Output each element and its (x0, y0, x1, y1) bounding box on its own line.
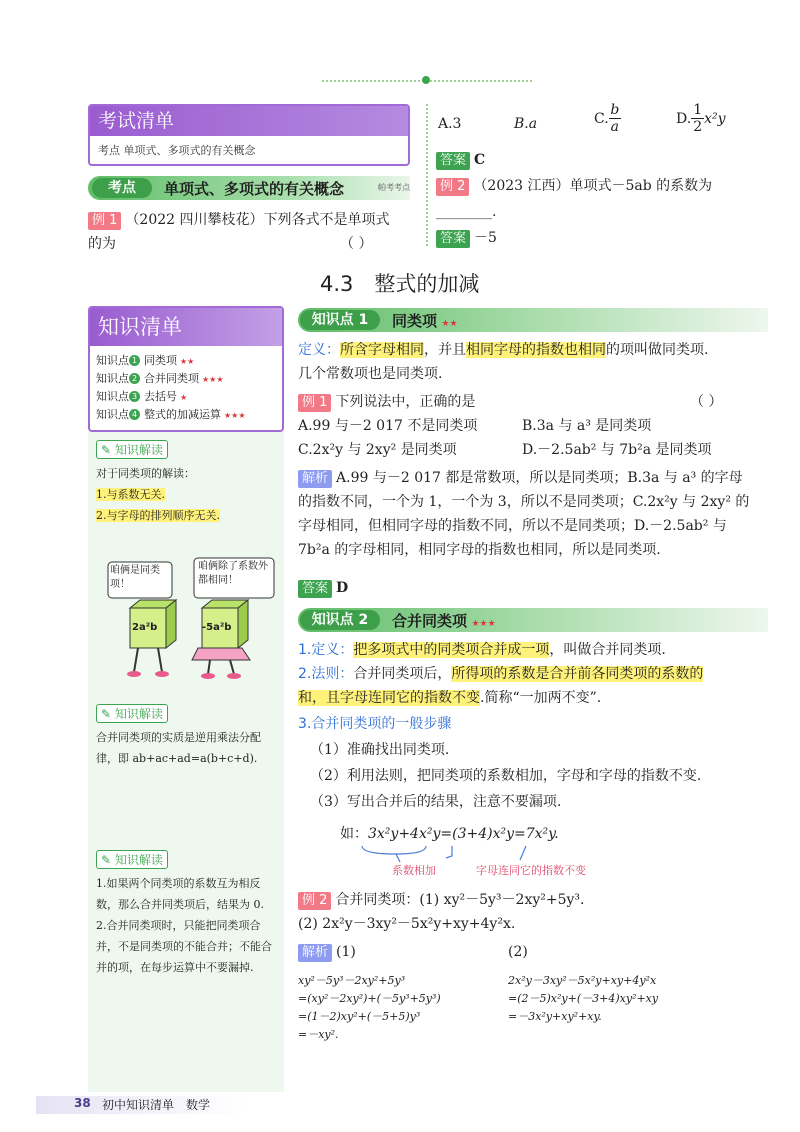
note-item (96, 484, 276, 505)
analysis-tag: 解析 (298, 944, 332, 962)
page-number: 38 (74, 1096, 91, 1110)
side-note-3 (96, 850, 276, 978)
example-text: （2022 四川攀枝花）下列各式不是单项式 (125, 212, 390, 228)
kp1-analysis (298, 466, 770, 562)
annotation-left: 系数相加 (392, 864, 436, 877)
footer-title: 初中知识清单 数学 (102, 1098, 211, 1112)
top-ornament-dot (422, 76, 430, 84)
example-text: 下列说法中，正确的是 (335, 394, 476, 410)
definition-highlight: 把多项式中的同类项合并成一项 (353, 642, 550, 658)
knowledge-list-box (88, 306, 284, 432)
knowledge-item-label: 同类项 (144, 354, 177, 367)
knowledge-list-item (96, 406, 282, 424)
top-answer-1 (436, 148, 485, 172)
kp2-definition (298, 638, 768, 662)
kp2-example-line2: (2) 2x²y－3xy²－5x²y+xy+4y²x. (298, 916, 516, 932)
example-text: （2023 江西）单项式－5ab 的系数为 (473, 178, 713, 194)
exam-list-box (88, 104, 410, 166)
note-tag-label: 知识解读 (114, 853, 163, 867)
analysis-line: 7b²a 的字母相同，相同字母的指数也相同，所以是同类项. (298, 542, 661, 558)
knowledge-item-stars: ★★★ (202, 375, 224, 384)
definition-label: 1.定义： (298, 642, 354, 658)
kp2-step-1: （1）准确找出同类项. (310, 742, 450, 758)
definition-text: 的项叫做同类项. (606, 342, 709, 358)
example-text: 合并同类项：(1) xy²－5y³－2xy²+5y³. (335, 892, 585, 908)
analysis-part-2-label: (2) (508, 944, 528, 960)
analysis-text: A.99 与－2 017 都是常数项，所以是同类项；B.3a 与 a³ 的字母 (336, 470, 743, 486)
note-item-text: 2.与字母的排列顺序无关. (96, 509, 220, 522)
analysis-tag: 解析 (298, 470, 332, 488)
knowledge-item-stars: ★★ (180, 357, 195, 366)
analysis-step-line: =－3x²y+xy²+xy. (508, 1010, 602, 1023)
knowledge-item-number: 1 (129, 355, 140, 366)
note-tag: ✎ 知识解读 (96, 850, 168, 869)
kp2-stars: ★★★ (471, 619, 496, 629)
knowledge-item-stars: ★★★ (224, 411, 246, 420)
kp1-tag (300, 310, 380, 330)
note-tag-label: 知识解读 (114, 443, 163, 457)
kaodian-title: 单项式、多项式的有关概念 (164, 180, 345, 198)
kp2-label: 知识点 2 (311, 612, 369, 628)
knowledge-item-label: 去括号 (144, 390, 177, 403)
cube-left (127, 600, 176, 677)
exam-list-title: 考试清单 (90, 106, 408, 136)
definition-highlight: 所含字母相同 (340, 342, 424, 358)
kp1-title-wrap (392, 310, 458, 331)
answer-value: C (474, 152, 486, 168)
kp1-option-a: A.99 与－2 017 不是同类项 (298, 418, 478, 434)
fraction-numerator: 1 (693, 102, 703, 118)
definition-text: ，叫做合并同类项. (549, 642, 666, 658)
kp2-tag (300, 610, 380, 630)
option-d-suffix: x²y (704, 110, 726, 127)
example-blank: ________. (436, 204, 497, 220)
option-c-prefix: C. (594, 110, 609, 127)
knowledge-list-item (96, 388, 282, 406)
note-tag: ✎ 知识解读 (96, 704, 168, 723)
knowledge-item-number: 2 (129, 373, 140, 384)
kp2-analysis-head (298, 940, 356, 964)
example-tag: 例 1 (298, 394, 331, 412)
knowledge-item-prefix: 知识点 (96, 354, 129, 367)
knowledge-item-label: 合并同类项 (144, 372, 199, 385)
kaodian-note: 帕考考点 (378, 183, 410, 192)
analysis-line (298, 466, 770, 490)
option-c (594, 102, 621, 135)
column-divider (426, 104, 428, 246)
analysis-step-line: =(1－2)xy²+(－5+5)y³ (298, 1010, 421, 1023)
kp2-step-2: （2）利用法则，把同类项的系数相加，字母和字母的指数不变. (310, 768, 702, 784)
note-item (96, 505, 276, 526)
answer-value: －5 (474, 230, 497, 246)
example-tag: 例 1 (88, 212, 121, 230)
formula-brackets (356, 844, 586, 864)
kp2-rule (298, 662, 770, 686)
kp1-title: 同类项 (392, 312, 438, 330)
exam-list-subtitle: 考点 单项式、多项式的有关概念 (98, 144, 256, 157)
analysis-line: 字母相同，但相同字母的指数不同，所以不是同类项；D.－2.5ab² 与 (298, 518, 727, 534)
rule-highlight: 和，且字母连同它的指数不变 (298, 690, 480, 706)
answer-tag: 答案 (298, 580, 332, 598)
top-answer-2 (436, 226, 497, 250)
option-d-prefix: D. (676, 110, 692, 127)
answer-tag: 答案 (436, 152, 470, 170)
kp2-example (298, 888, 768, 912)
analysis-step-line: =(xy²－2xy²)+(－5y³+5y³) (298, 992, 441, 1005)
top-example-1-cont: 的为 (88, 236, 116, 252)
definition-label: 定义： (298, 342, 340, 358)
kp1-option-c: C.2x²y 与 2xy² 是同类项 (298, 442, 457, 458)
knowledge-item-number: 4 (129, 409, 140, 420)
note-item-text: 1.与系数无关. (96, 488, 165, 501)
option-d-fraction (691, 102, 704, 135)
rule-label: 2.法则： (298, 666, 354, 682)
knowledge-item-prefix: 知识点 (96, 372, 129, 385)
fraction-numerator: b (610, 102, 620, 118)
rule-highlight: 所得项的系数是合并前各同类项的系数的 (451, 666, 704, 682)
rule-text: 合并同类项后， (353, 666, 452, 682)
kp1-option-b: B.3a 与 a³ 是同类项 (522, 418, 652, 434)
kp2-title-wrap (392, 610, 496, 631)
kp2-step-3: （3）写出合并后的结果，注意不要漏项. (310, 794, 562, 810)
answer-tag: 答案 (436, 230, 470, 248)
kp1-definition-line2: 几个常数项也是同类项. (298, 366, 443, 382)
side-note-2 (96, 704, 276, 769)
side-note-1 (96, 440, 276, 526)
answer-paren: （ ） (340, 236, 373, 252)
speech-right-text: 咱俩除了系数外都相同！ (198, 561, 268, 586)
note-item: 1.如果两个同类项的系数互为相反数，那么合并同类项后，结果为 0. (96, 877, 264, 911)
cube-right (192, 600, 250, 679)
note-tag-label: 知识解读 (114, 707, 163, 721)
kaodian-tag: 考点 (92, 178, 152, 198)
note-tag: ✎ 知识解读 (96, 440, 168, 459)
cube-right-label: -5a²b (202, 622, 232, 633)
knowledge-item-number: 3 (129, 391, 140, 402)
knowledge-list-title: 知识清单 (90, 308, 282, 346)
knowledge-list (90, 346, 282, 424)
analysis-step-line: 2x²y－3xy²－5x²y+xy+4y²x (508, 974, 657, 987)
top-example-1 (88, 208, 418, 232)
kp1-answer-paren: （ ） (690, 394, 723, 410)
note-item: 2.合并同类项时，只能把同类项合并，不是同类项的不能合并；不能合并的项，在每步运算中不要漏掉. (96, 919, 272, 974)
kp1-answer (298, 576, 348, 600)
section-title: 4.3 整式的加减 (320, 272, 480, 296)
knowledge-list-item (96, 370, 282, 388)
example-tag: 例 2 (436, 178, 469, 196)
kp1-label: 知识点 1 (311, 312, 369, 328)
fraction-denominator: a (610, 119, 620, 135)
answer-value: D (336, 580, 349, 596)
cube-left-label: 2a²b (132, 622, 158, 633)
option-c-fraction (609, 102, 621, 135)
note-intro: 对于同类项的解读： (96, 467, 195, 480)
kp2-title: 合并同类项 (392, 612, 468, 630)
analysis-part-label: (1) (336, 944, 356, 960)
example-prefix: 如： (340, 826, 368, 842)
annotation-right: 字母连同它的指数不变 (476, 864, 586, 877)
knowledge-item-prefix: 知识点 (96, 408, 129, 421)
note-text: 合并同类项的实质是逆用乘法分配律，即 ab+ac+ad=a(b+c+d). (96, 731, 261, 765)
knowledge-item-prefix: 知识点 (96, 390, 129, 403)
example-tag: 例 2 (298, 892, 331, 910)
example-formula: 3x²y+4x²y=(3+4)x²y=7x²y. (368, 826, 559, 842)
kp2-example-formula (340, 822, 559, 846)
kp1-option-d: D.－2.5ab² 与 7b²a 是同类项 (522, 442, 712, 458)
analysis-line: 的指数不同，一个为 1，一个为 3，所以不是同类项；C.2x²y 与 2xy² 的 (298, 494, 750, 510)
analysis-step-line: xy²－5y³－2xy²+5y³ (298, 974, 406, 987)
kp2-rule-line2 (298, 686, 770, 710)
kp1-stars: ★★ (441, 319, 458, 329)
definition-highlight: 相同字母的指数也相同 (466, 342, 606, 358)
definition-text: ，并且 (424, 342, 466, 358)
speech-left-text: 咱俩是同类项！ (110, 565, 160, 590)
knowledge-item-stars: ★ (180, 393, 188, 402)
knowledge-list-item (96, 352, 282, 370)
option-d (676, 102, 726, 135)
option-a: A.3 (438, 116, 462, 132)
analysis-step-line: =－xy². (298, 1028, 339, 1041)
rule-text: .简称“一加两不变”. (480, 690, 602, 706)
fraction-denominator: 2 (693, 119, 703, 135)
kp1-definition (298, 338, 768, 362)
analysis-col-1 (298, 972, 441, 1044)
top-example-2 (436, 174, 766, 198)
analysis-step-line: =(2－5)x²y+(－3+4)xy²+xy (508, 992, 659, 1005)
knowledge-item-label: 整式的加减运算 (144, 408, 221, 421)
kp2-steps-label: 3.合并同类项的一般步骤 (298, 716, 452, 732)
option-b: B.a (514, 116, 538, 132)
analysis-col-2 (508, 972, 658, 1026)
